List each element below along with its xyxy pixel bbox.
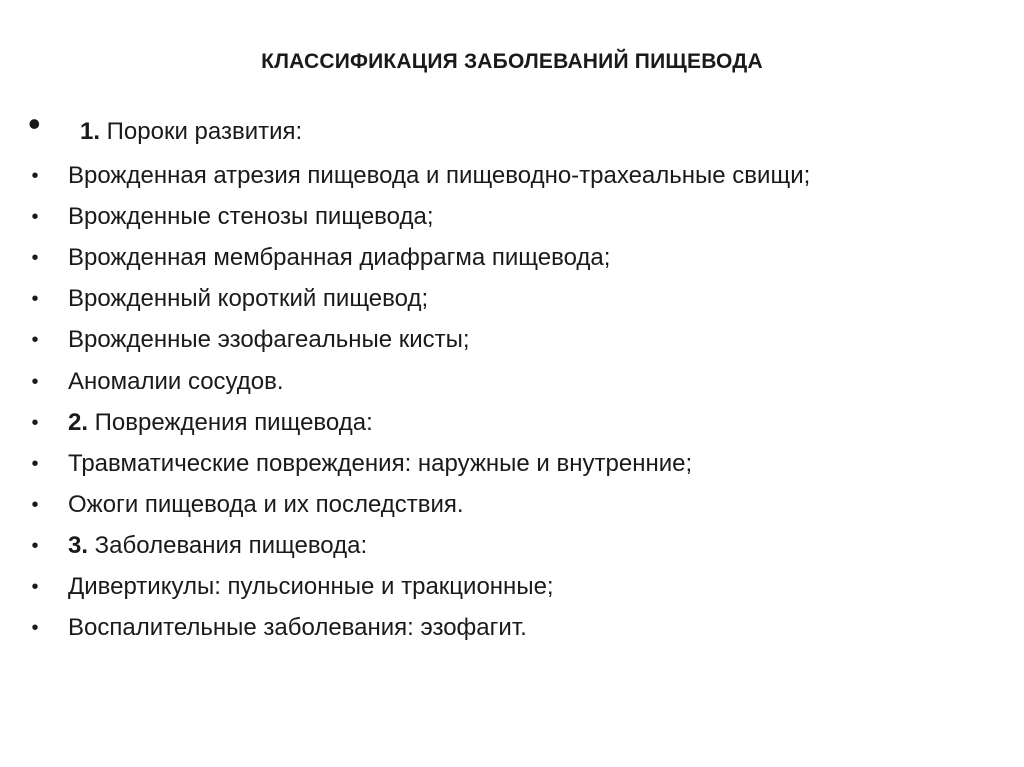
- list-item: [0, 160, 1024, 192]
- bullet-icon: •: [31, 247, 39, 269]
- list-item-text: Врожденные эзофагеальные кисты;: [68, 326, 470, 353]
- list-item: [0, 530, 1024, 562]
- list-item: [0, 366, 1024, 398]
- bullet-icon: •: [31, 535, 39, 557]
- list-item-text: Аномалии сосудов.: [68, 368, 284, 395]
- list-item-text: Травматические повреждения: наружные и внутренние;: [68, 450, 693, 477]
- slide-title: КЛАССИФИКАЦИЯ ЗАБОЛЕВАНИЙ ПИЩЕВОДА: [261, 50, 763, 73]
- list-item: [0, 489, 1024, 521]
- list-item-text: [68, 530, 367, 562]
- list-item: [0, 571, 1024, 603]
- list-item: [0, 201, 1024, 233]
- bullet-icon: •: [31, 371, 39, 393]
- list-item-text: [68, 407, 373, 439]
- list-item: [0, 283, 1024, 315]
- bullet-icon: •: [31, 617, 39, 639]
- bullet-icon: •: [31, 288, 39, 310]
- list-item-text: Воспалительные заболевания: эзофагит.: [68, 614, 527, 641]
- section-label: Заболевания пищевода:: [88, 532, 368, 559]
- bullet-icon: •: [31, 329, 39, 351]
- section-label: Повреждения пищевода:: [88, 409, 373, 436]
- section-number: 2.: [68, 409, 89, 436]
- bullet-icon: •: [31, 576, 39, 598]
- bullet-icon: •: [31, 412, 39, 434]
- list-item-text: Врожденная атрезия пищевода и пищеводно-трахеальные свищи;: [68, 162, 811, 189]
- list-item: [0, 242, 1024, 274]
- list-item: [0, 103, 1024, 148]
- list-item: [0, 407, 1024, 439]
- bullet-icon: •: [31, 494, 39, 516]
- bullet-icon: •: [31, 206, 39, 228]
- list-item-text: [80, 116, 302, 148]
- list-item: [0, 324, 1024, 356]
- bullet-icon: •: [31, 165, 39, 187]
- list-item-text: Врожденный короткий пищевод;: [68, 285, 429, 312]
- list-item-text: Врожденные стенозы пищевода;: [68, 203, 434, 230]
- section-label: Пороки развития:: [100, 118, 303, 145]
- list-item-text: Врожденная мембранная диафрагма пищевода;: [68, 244, 611, 271]
- list-item-text: Ожоги пищевода и их последствия.: [68, 491, 464, 518]
- list-item-text: Дивертикулы: пульсионные и тракционные;: [68, 573, 554, 600]
- section-number: 3.: [68, 532, 89, 559]
- section-number: 1.: [80, 118, 101, 145]
- bullet-icon: •: [28, 103, 41, 144]
- list-item: [0, 448, 1024, 480]
- bullet-icon: •: [31, 453, 39, 475]
- list-item: [0, 612, 1024, 644]
